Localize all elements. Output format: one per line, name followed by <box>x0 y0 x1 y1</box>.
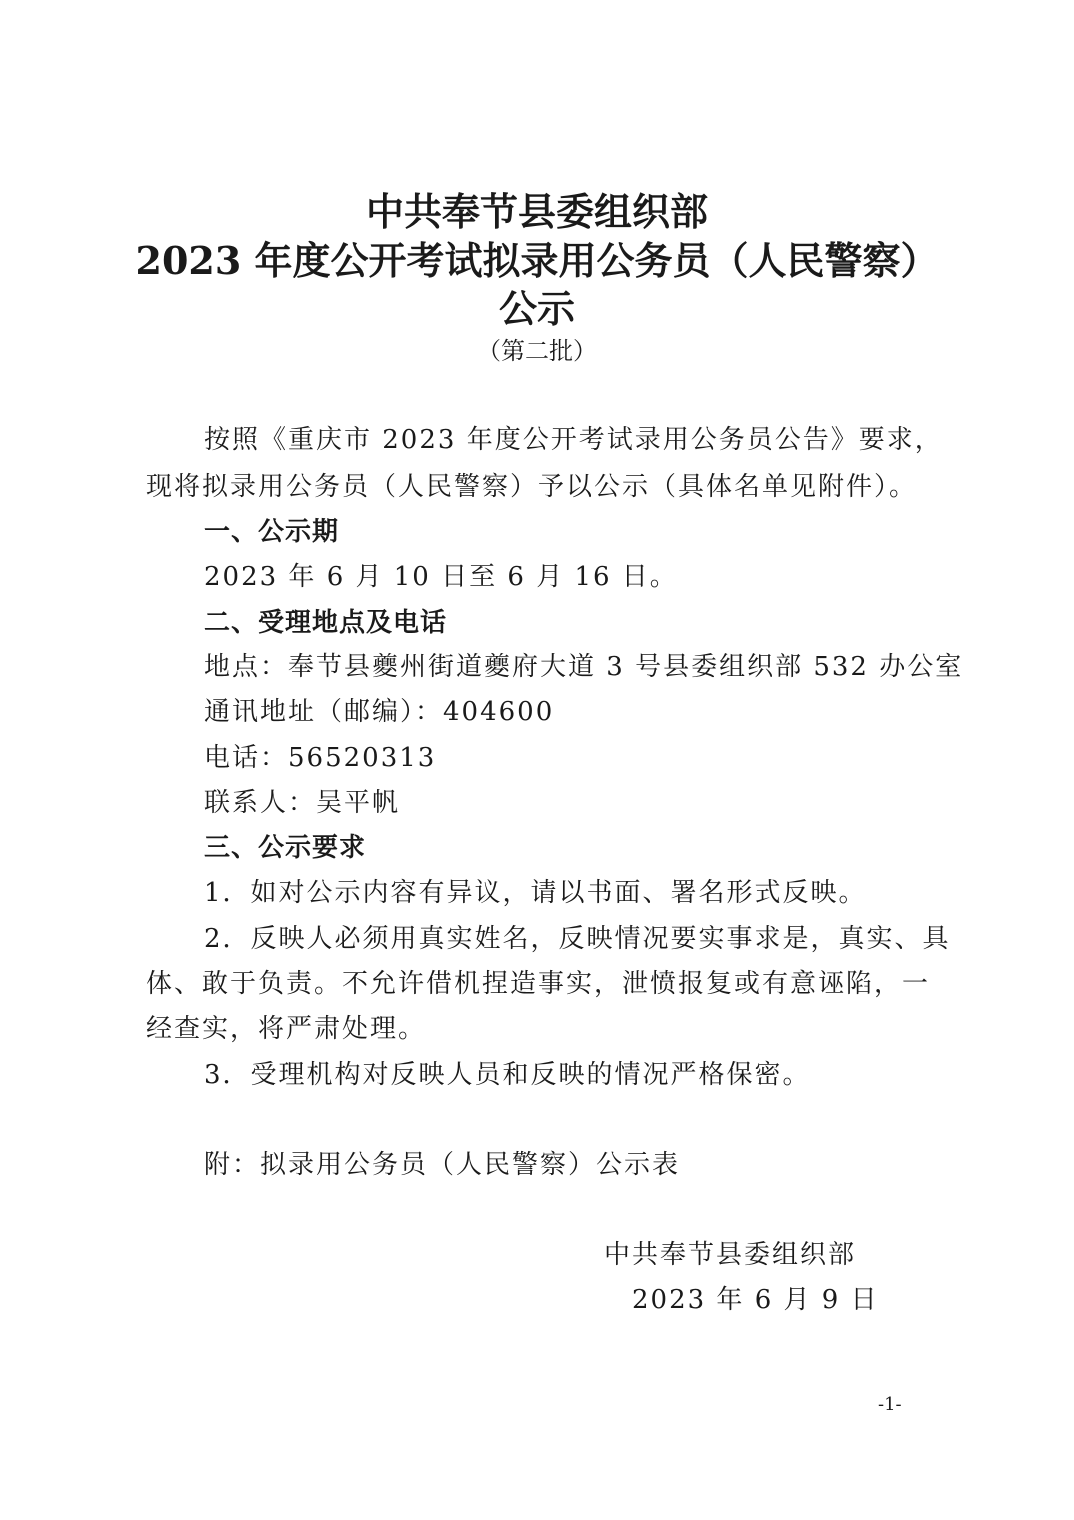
batch-subtitle: （第二批） <box>477 337 597 365</box>
requirement-1: 1．如对公示内容有异议，请以书面、署名形式反映。 <box>204 878 867 908</box>
requirement-2-line-3: 经查实，将严肃处理。 <box>146 1014 427 1044</box>
requirement-3: 3．受理机构对反映人员和反映的情况严格保密。 <box>204 1060 811 1090</box>
requirement-2-line-1: 2．反映人必须用真实姓名，反映情况要实事求是，真实、具 <box>204 924 951 954</box>
requirement-2-line-2: 体、敢于负责。不允许借机捏造事实，泄愤报复或有意诬陷，一 <box>146 969 931 999</box>
section-heading-contact: 二、受理地点及电话 <box>204 608 448 638</box>
attachment-note: 附：拟录用公务员（人民警察）公示表 <box>204 1150 681 1180</box>
notice-period-text: 2023 年 6 月 10 日至 6 月 16 日。 <box>204 562 678 592</box>
contact-person-text: 联系人：吴平帆 <box>204 788 401 818</box>
signature-date: 2023 年 6 月 9 日 <box>632 1285 879 1315</box>
postal-code-text: 通讯地址（邮编）：404600 <box>204 697 555 727</box>
signature-organization: 中共奉节县委组织部 <box>604 1240 857 1270</box>
intro-paragraph-line-1: 按照《重庆市 2023 年度公开考试录用公务员公告》要求， <box>204 425 943 455</box>
section-heading-requirements: 三、公示要求 <box>204 833 367 863</box>
page-number: -1- <box>878 1394 902 1415</box>
title-notice: 公示 <box>498 286 575 331</box>
intro-paragraph-line-2: 现将拟录用公务员（人民警察）予以公示（具体名单见附件）。 <box>146 472 918 502</box>
title-subject: 2023 年度公开考试拟录用公务员（人民警察） <box>135 238 939 283</box>
title-organization: 中共奉节县委组织部 <box>365 189 708 234</box>
section-heading-period: 一、公示期 <box>204 517 340 547</box>
phone-text: 电话：56520313 <box>204 743 437 773</box>
address-text: 地点：奉节县夔州街道夔府大道 3 号县委组织部 532 办公室 <box>204 652 964 682</box>
